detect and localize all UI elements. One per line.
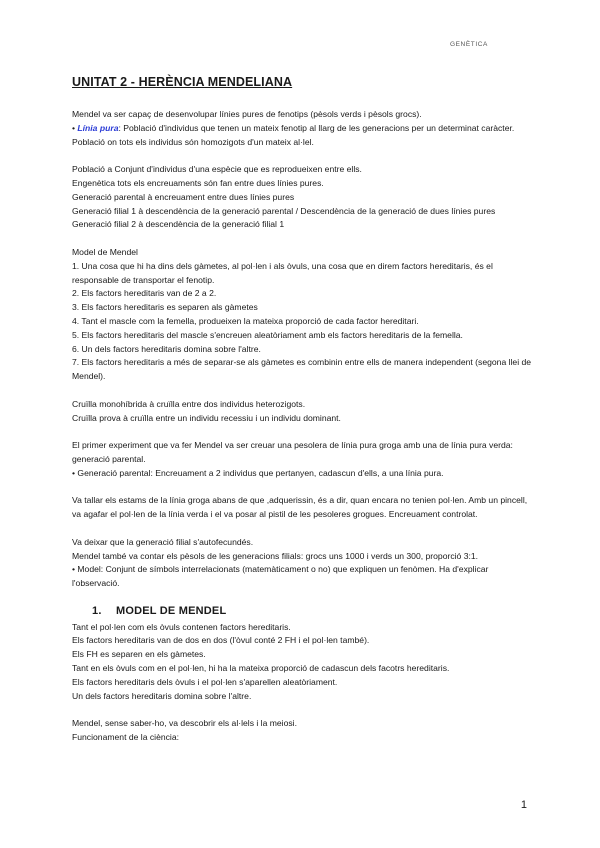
list-line: Els factors hereditaris van de dos en dos (l'òvul conté 2 FH i el pol·len també). xyxy=(72,635,370,646)
document-title: UNITAT 2 - HERÈNCIA MENDELIANA xyxy=(72,75,293,89)
paragraph: • Generació parental: Encreuament a 2 individus que pertanyen, cadascun d'ells, a una línia pura. xyxy=(72,467,444,478)
paragraph: • Model: Conjunt de símbols interrelacionats (matemàticament o no) que expliquen un fenòmen. Ha d'explicar l'observació. xyxy=(72,564,489,589)
page-number: 1 xyxy=(520,799,527,811)
list-line: Els factors hereditaris dels òvuls i el pol·len s'aparellen aleatòriament. xyxy=(72,676,338,687)
list-line: Els FH es separen en els gàmetes. xyxy=(72,649,206,660)
section-heading xyxy=(92,605,532,619)
paragraph: Va deixar que la generació filial s'autofecundés. xyxy=(72,536,254,547)
list-item: 7. Els factors hereditaris a més de separar-se als gàmetes es combinin entre ells de manera independent (segona llei de Mendel). xyxy=(72,357,532,382)
paragraph: Va tallar els estams de la línia groga abans de que ,adquerissin, és a dir, quan encara no tenien pol·len. Amb un pincell, va agafar el pol·len de la línia verda i el va posar al pistil de les pesoleres grogues. Encreuament controlat. xyxy=(72,495,528,520)
paragraph: Mendel va ser capaç de desenvolupar línies pures de fenotips (pèsols verds i pèsols grocs). xyxy=(72,109,422,119)
paragraph: Mendel també va contar els pèsols de les generacions filials: grocs uns 1000 i verds un 300, proporció 3:1. xyxy=(72,550,479,561)
paragraph: Cruïlla monohíbrida à cruïlla entre dos individus heterozigots. xyxy=(72,398,306,409)
list-item: 4. Tant el mascle com la femella, produeixen la mateixa proporció de cada factor hereditari. xyxy=(72,315,419,326)
term-highlight: Línia pura xyxy=(77,122,119,133)
section-number: 1. xyxy=(92,604,102,617)
document-body xyxy=(72,108,532,745)
list-line: Tant el pol·len com els òvuls contenen factors hereditaris. xyxy=(72,621,291,632)
paragraph: Generació parental à encreuament entre dues línies pures xyxy=(72,191,295,202)
list-item: 2. Els factors hereditaris van de 2 a 2. xyxy=(72,288,217,299)
list-item: 5. Els factors hereditaris del mascle s'encreuen aleatòriament amb els factors hereditaris de la femella. xyxy=(72,329,463,340)
subheading-model: Model de Mendel xyxy=(72,246,138,257)
paragraph: Mendel, sense saber-ho, va descobrir els al·lels i la meiosi. xyxy=(72,718,297,729)
section-title: MODEL DE MENDEL xyxy=(116,604,227,617)
list-item: 6. Un dels factors hereditaris domina sobre l'altre. xyxy=(72,343,261,354)
list-item: 3. Els factors hereditaris es separen als gàmetes xyxy=(72,302,258,313)
definition-text: : Població d'individus que tenen un mateix fenotip al llarg de les generacions per un determinat caràcter. Població on tots els individus són homozigots d'un mateix al·lel. xyxy=(72,122,515,147)
definition-linia-pura xyxy=(72,122,532,150)
paragraph: Població a Conjunt d'individus d'una espècie que es reprodueixen entre ells. xyxy=(72,164,362,175)
bullet: • xyxy=(72,122,76,133)
paragraph: El primer experiment que va fer Mendel va ser creuar una pesolera de línia pura groga amb una de línia pura verda: generació parental. xyxy=(72,440,513,464)
paragraph: Generació filial 1 à descendència de la generació parental / Descendència de la generació de dues línies pures xyxy=(72,205,496,216)
paragraph: Generació filial 2 à descendència de la generació filial 1 xyxy=(72,219,285,230)
list-item: 1. Una cosa que hi ha dins dels gàmetes, al pol·len i als òvuls, una cosa que en direm factors hereditaris, és el responsable de transportar el fenotip. xyxy=(72,260,493,285)
paragraph: Engenètica tots els encreuaments són fan entre dues línies pures. xyxy=(72,177,324,188)
list-line: Un dels factors hereditaris domina sobre l'altre. xyxy=(72,690,252,701)
list-line: Tant en els òvuls com en el pol·len, hi ha la mateixa proporció de cadascun dels facotrs hereditaris. xyxy=(72,663,450,674)
paragraph: Cruïlla prova à cruïlla entre un individu recessiu i un individu dominant. xyxy=(72,412,341,423)
paragraph: Funcionament de la ciència: xyxy=(72,732,180,743)
running-header: GENÈTICA xyxy=(449,41,488,48)
